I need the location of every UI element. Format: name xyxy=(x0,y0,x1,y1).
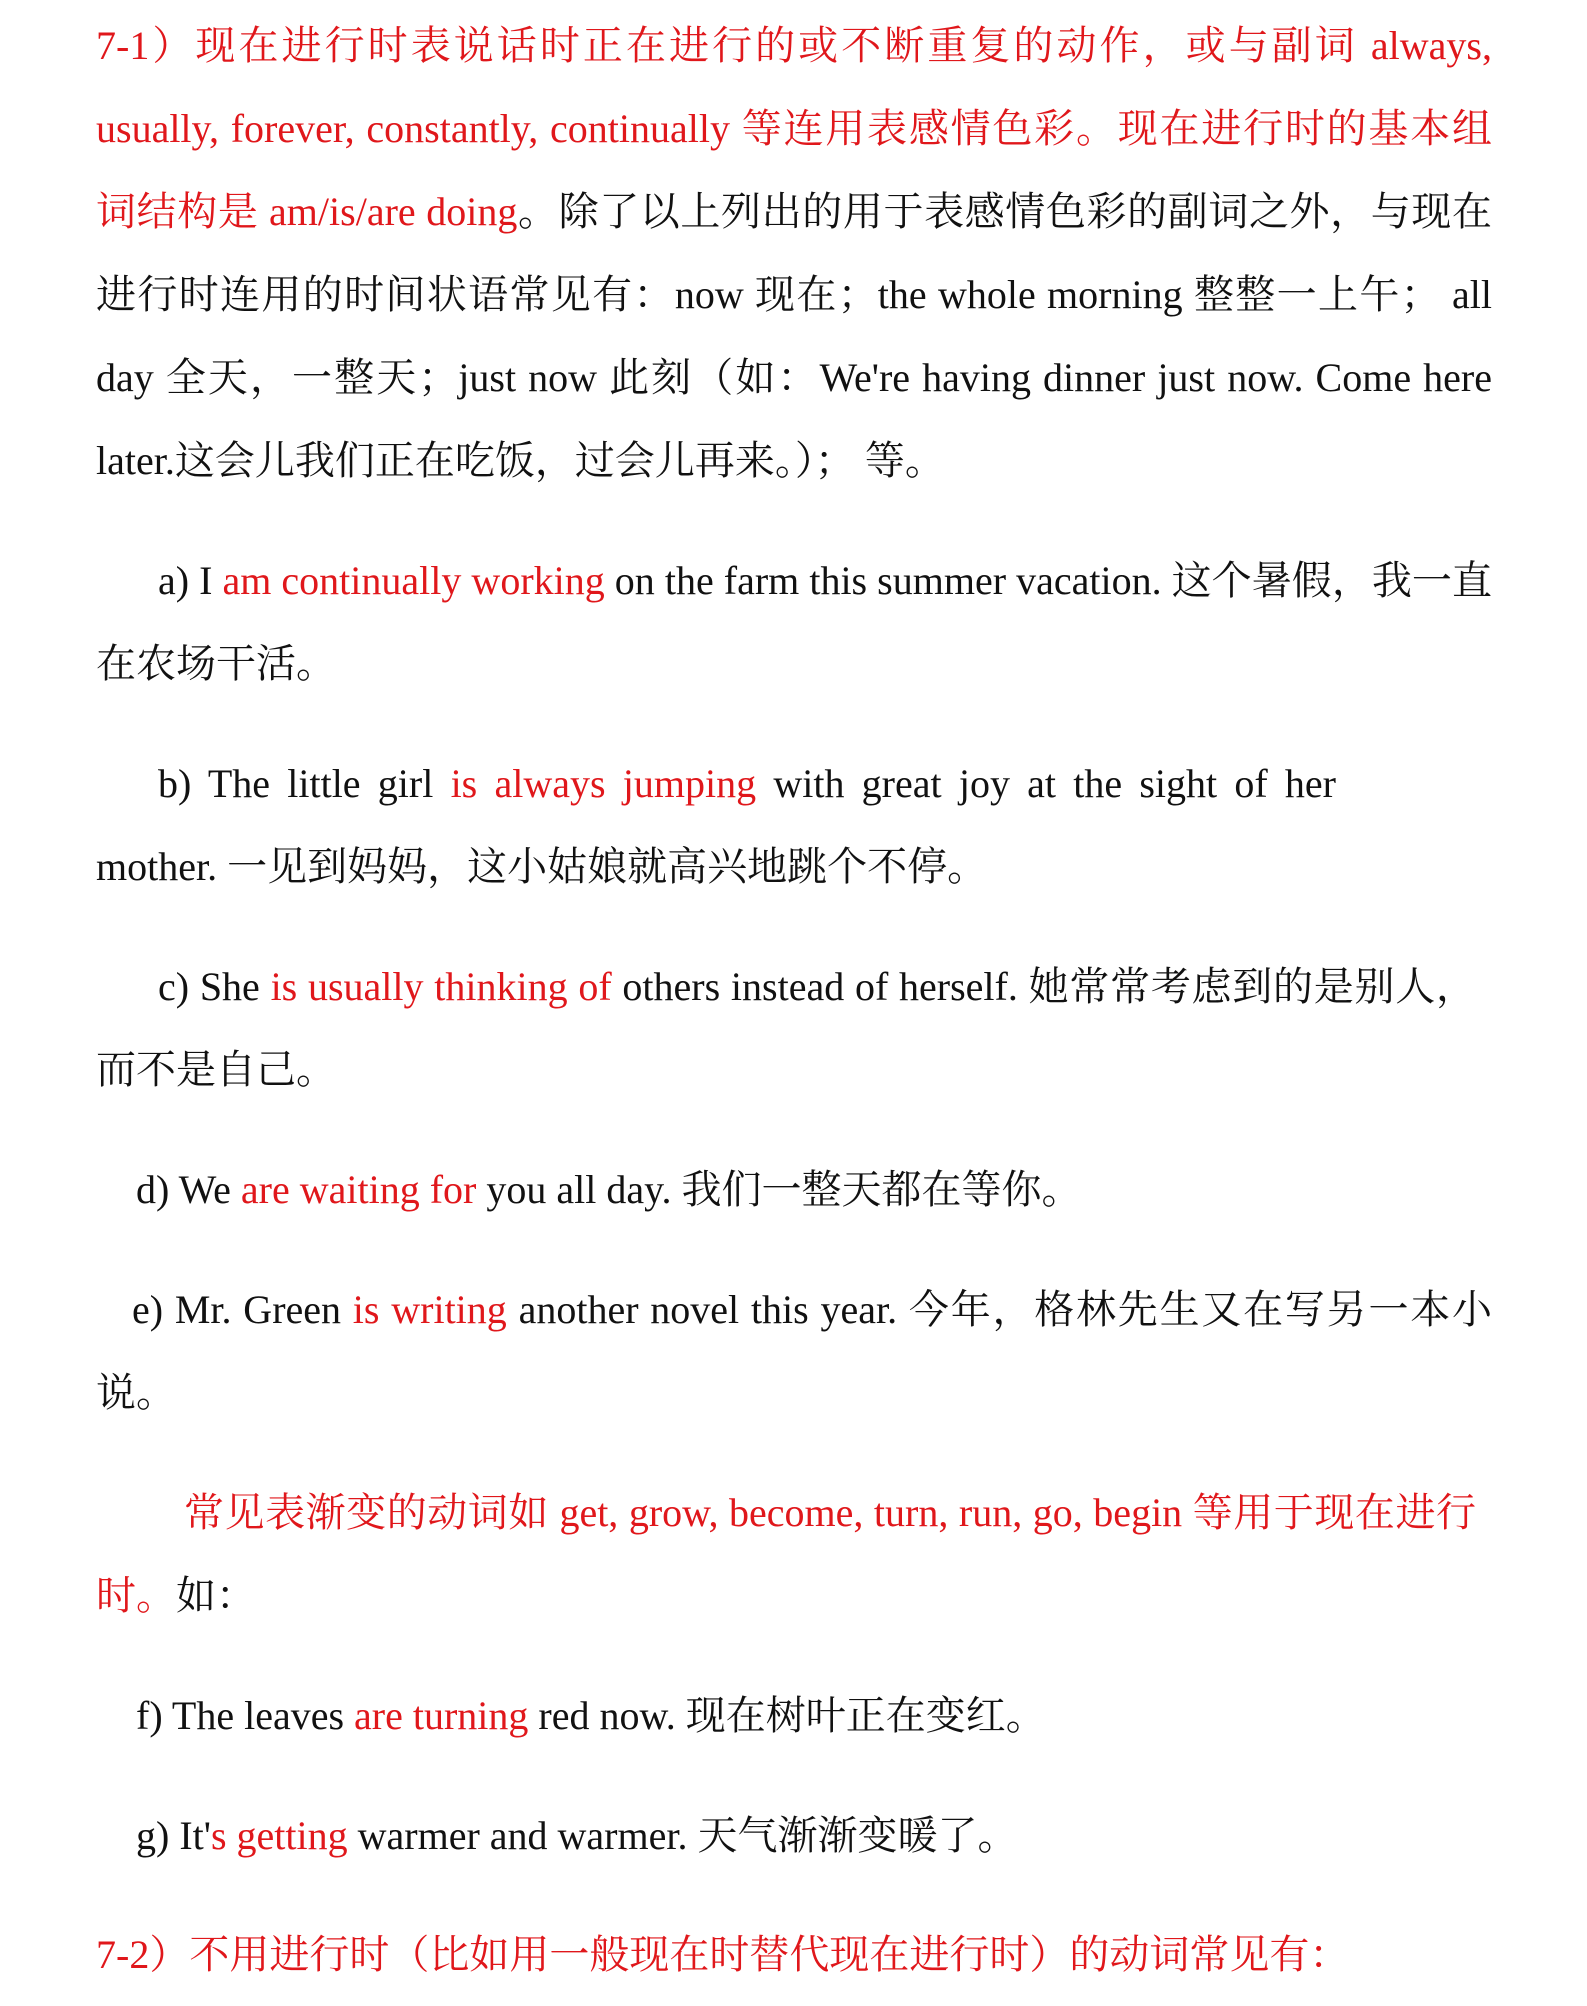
example-suffix: warmer and warmer. 天气渐渐变暖了。 xyxy=(347,1813,1018,1858)
example-e xyxy=(96,1268,1492,1434)
example-d xyxy=(96,1148,1492,1231)
example-suffix: on the farm this summer vacation. 这个暑假，我一直在农场干活。 xyxy=(96,558,1492,686)
example-highlight: am continually working xyxy=(222,558,605,603)
example-highlight: is always jumping xyxy=(450,761,757,806)
example-prefix: d) We xyxy=(136,1167,241,1212)
example-prefix: e) Mr. Green xyxy=(132,1287,353,1332)
example-highlight: is usually thinking of xyxy=(270,964,612,1009)
example-g xyxy=(96,1794,1492,1877)
example-highlight: are waiting for xyxy=(240,1167,477,1212)
example-prefix: c) She xyxy=(158,964,271,1009)
example-suffix: you all day. 我们一整天都在等你。 xyxy=(476,1167,1082,1212)
example-highlight: s getting xyxy=(210,1813,348,1858)
example-c xyxy=(96,945,1476,1111)
example-highlight: is writing xyxy=(352,1287,507,1332)
example-suffix: red now. 现在树叶正在变红。 xyxy=(528,1693,1046,1738)
example-prefix: f) The leaves xyxy=(136,1693,355,1738)
example-b xyxy=(96,742,1336,908)
example-suffix: another novel this year. 今年，格林先生又在写另一本小说。 xyxy=(96,1287,1492,1415)
note-black-text: 如： xyxy=(176,1573,256,1618)
note-red-text: 常见表渐变的动词如 get, grow, become, turn, run, go, begin 等用于现在进行时。 xyxy=(96,1490,1476,1618)
example-highlight: are turning xyxy=(354,1693,529,1738)
section-7-1-black-text: 。除了以上列出的用于表感情色彩的副词之外，与现在进行时连用的时间状语常见有：now 现在；the whole morning 整整一上午； all day 全天，一整天；just now 此刻（如：We're having dinner just now. Come here later.这会儿我们正在吃饭，过会儿再来。）； 等。 xyxy=(96,189,1492,483)
section-7-2-heading xyxy=(96,1913,1492,1996)
example-f xyxy=(96,1674,1492,1757)
gradual-change-note xyxy=(96,1471,1476,1637)
example-a xyxy=(96,539,1492,705)
example-prefix: a) I xyxy=(158,558,223,603)
example-prefix: b) The little girl xyxy=(158,761,451,806)
section-7-1-paragraph xyxy=(96,4,1492,502)
example-prefix: g) It' xyxy=(136,1813,211,1858)
example-suffix: others instead of herself. 她常常考虑到的是别人，而不是自己。 xyxy=(96,964,1477,1092)
example-suffix: with great joy at the sight of her mother. 一见到妈妈，这小姑娘就高兴地跳个不停。 xyxy=(96,761,1337,889)
section-7-1-red-text: 7-1）现在进行时表说话时正在进行的或不断重复的动作，或与副词 always, usually, forever, constantly, continually 等连用表感情色彩。现在进行时的基本组词结构是 am/is/are doing xyxy=(96,23,1492,234)
section-7-2-heading-text: 7-2）不用进行时（比如用一般现在时替代现在进行时）的动词常见有： xyxy=(96,1932,1350,1977)
